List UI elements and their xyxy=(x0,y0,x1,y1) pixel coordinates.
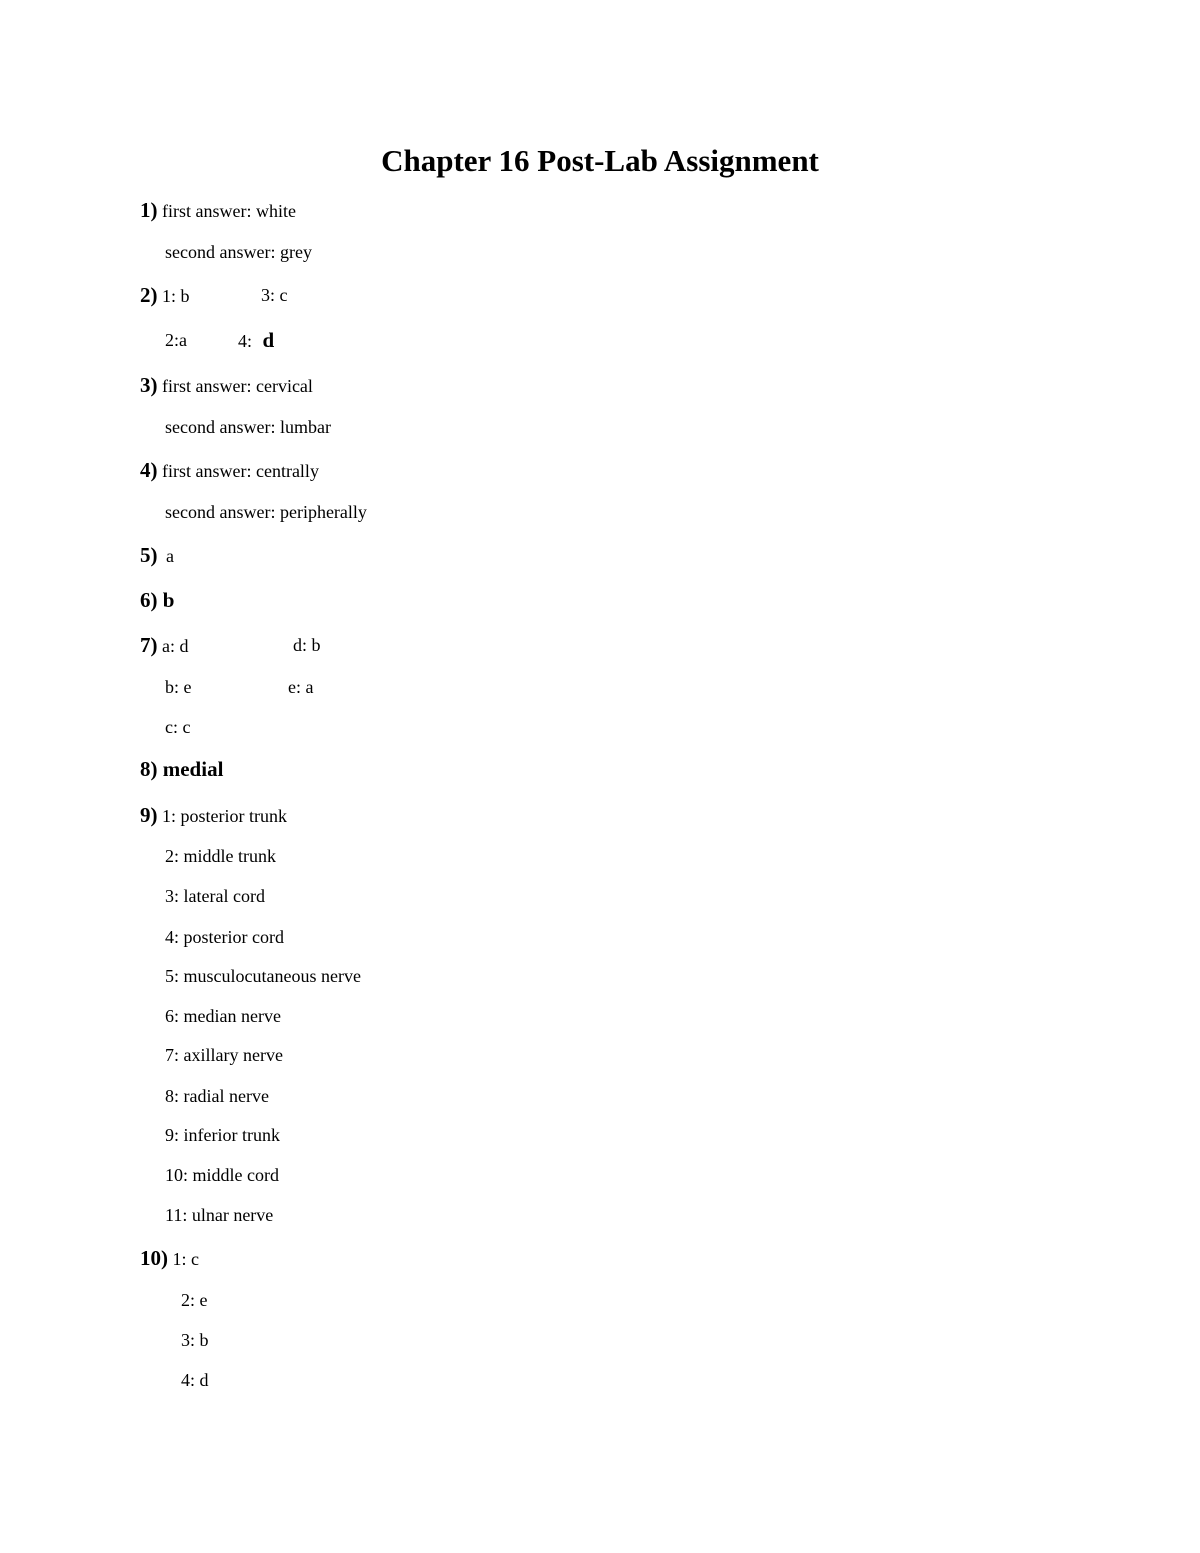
q1-line-2 xyxy=(165,240,312,264)
q9-item: 11: ulnar nerve xyxy=(165,1205,274,1225)
q5-answer: a xyxy=(166,546,174,566)
q5-number: 5) xyxy=(140,543,158,567)
q7-answer-a: a: d xyxy=(162,636,189,656)
q9-item: 9: inferior trunk xyxy=(165,1125,280,1145)
q7-number: 7) xyxy=(140,633,158,657)
q2-line-1 xyxy=(140,283,440,308)
q9-item: 4: posterior cord xyxy=(165,927,284,947)
q7-answer-b: b: e xyxy=(165,677,192,697)
q10-item: 3: b xyxy=(181,1330,209,1350)
q9-item: 2: middle trunk xyxy=(165,846,276,866)
q9-line-1 xyxy=(140,803,287,828)
q1-first-answer: first answer: white xyxy=(162,201,296,221)
q9-item: 5: musculocutaneous nerve xyxy=(165,966,361,986)
q2-answer-1: 1: b xyxy=(162,286,190,306)
q2-answer-4-value: d xyxy=(262,328,275,352)
q10-number: 10) xyxy=(140,1246,168,1270)
q10-item: 4: d xyxy=(181,1370,209,1390)
q7-answer-c: c: c xyxy=(165,717,191,737)
q6-line: 6) b xyxy=(140,588,175,612)
q5-line xyxy=(140,543,174,568)
q2-answer-2: 2:a xyxy=(165,330,187,350)
q9-item: 8: radial nerve xyxy=(165,1086,269,1106)
q2-number: 2) xyxy=(140,283,158,307)
q3-line-1 xyxy=(140,373,313,398)
q2-line-2 xyxy=(165,328,465,352)
q9-item: 1: posterior trunk xyxy=(162,806,287,826)
q3-second-answer: second answer: lumbar xyxy=(165,417,331,437)
q10-line-1 xyxy=(140,1246,199,1271)
q9-item: 10: middle cord xyxy=(165,1165,279,1185)
q1-line-1 xyxy=(140,198,296,223)
q10-item: 1: c xyxy=(172,1249,199,1269)
q1-number: 1) xyxy=(140,198,158,222)
q7-answer-d: d: b xyxy=(293,635,321,655)
q3-first-answer: first answer: cervical xyxy=(162,376,313,396)
q4-line-1 xyxy=(140,458,319,483)
q8-line: 8) medial xyxy=(140,757,224,781)
q3-number: 3) xyxy=(140,373,158,397)
q10-item: 2: e xyxy=(181,1290,208,1310)
q2-answer-4-label: 4: xyxy=(238,331,253,351)
q9-item: 7: axillary nerve xyxy=(165,1045,283,1065)
q9-item: 6: median nerve xyxy=(165,1006,281,1026)
q7-line-3 xyxy=(165,715,190,739)
q9-item: 3: lateral cord xyxy=(165,886,265,906)
q4-number: 4) xyxy=(140,458,158,482)
q2-answer-3: 3: c xyxy=(261,285,288,305)
q7-line-1 xyxy=(140,633,440,658)
q7-answer-e: e: a xyxy=(288,677,314,697)
document-title: Chapter 16 Post-Lab Assignment xyxy=(381,143,819,178)
q9-number: 9) xyxy=(140,803,158,827)
q4-first-answer: first answer: centrally xyxy=(162,461,319,481)
q4-second-answer: second answer: peripherally xyxy=(165,502,367,522)
q7-line-2 xyxy=(165,675,465,699)
q1-second-answer: second answer: grey xyxy=(165,242,312,262)
q3-line-2 xyxy=(165,415,331,439)
q4-line-2 xyxy=(165,500,367,524)
